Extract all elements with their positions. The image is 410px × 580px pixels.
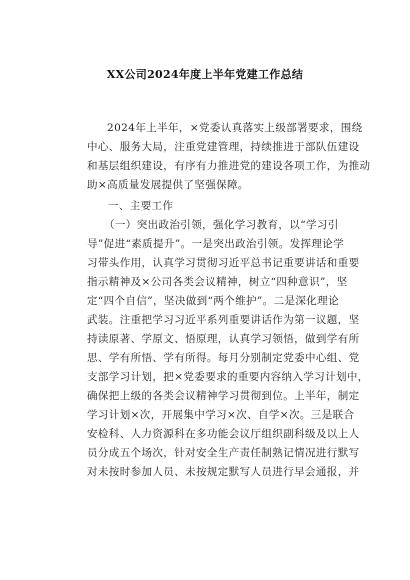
paragraph-line: 武装。注重把学习习近平系列重要讲话作为第一议题，坚: [87, 314, 360, 326]
paragraph-line: 助×高质量发展提供了坚强保障。: [87, 179, 249, 191]
document-title: XX公司2024年度上半年党建工作总结: [106, 68, 304, 81]
paragraph-line: 支部学习计划，把×党委要求的重要内容纳入学习计划中，: [87, 371, 369, 383]
paragraph-line: （一）突出政治引领，强化学习教育，以“学习引: [104, 219, 339, 231]
paragraph-line: 定“四个自信”，坚决做到“两个维护”。二是深化理论: [87, 295, 339, 307]
paragraph-line: 2024年上半年，×党委认真落实上级部署要求，围绕: [107, 122, 363, 134]
paragraph-line: 指示精神及×公司各类会议精神，树立“四种意识”，坚: [87, 276, 348, 288]
paragraph-line: 学习计划×次，开展集中学习×次、自学×次。三是联合: [87, 409, 355, 421]
paragraph-line: 和基层组织建设，有序有力推进党的建设各项工作，为推动: [87, 160, 371, 172]
paragraph-line: 思、学有所悟、学有所得。每月分别制定党委中心组、党: [87, 352, 360, 364]
paragraph-line: 中心、服务大局，注重党建管理，持续推进于部队伍建设: [87, 141, 360, 153]
paragraph-line: 习带头作用，认真学习贯彻习近平总书记重要讲话和重要: [87, 257, 360, 269]
paragraph-line: 安检科、人力资源科在多功能会议厅组织副科级及以上人: [87, 428, 360, 440]
paragraph-line: 持读原著、学原文、悟原理，认真学习领悟，做到学有所: [87, 333, 360, 345]
paragraph-line: 员分成五个场次，针对安全生产责任制熟记情况进行默写: [87, 447, 360, 459]
paragraph-line: 确保把上级的各类会议精神学习贯彻到位。上半年，制定: [87, 390, 360, 402]
paragraph-line: 对未按时参加人员、未按规定默写人员进行早会通报，并: [87, 466, 360, 478]
section-heading: 一、主要工作: [108, 200, 174, 212]
paragraph-line: 导”促进“素质提升”。一是突出政治引领。发挥理论学: [87, 238, 345, 250]
